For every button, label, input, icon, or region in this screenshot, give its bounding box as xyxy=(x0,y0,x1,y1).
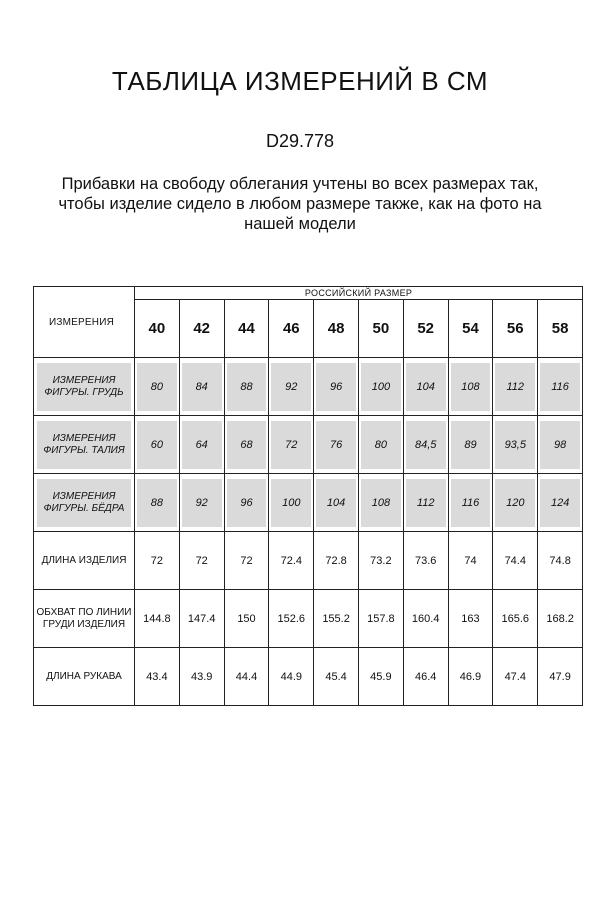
table-cell: 73.2 xyxy=(358,532,403,590)
table-cell xyxy=(493,416,538,474)
table-cell: 74 xyxy=(448,532,493,590)
table-row xyxy=(34,358,583,416)
cell-value: 100 xyxy=(271,479,311,527)
table-cell xyxy=(179,474,224,532)
table-cell xyxy=(224,416,269,474)
table-cell xyxy=(269,358,314,416)
cell-value: 60 xyxy=(137,421,177,469)
table-cell: 147.4 xyxy=(179,590,224,648)
table-cell xyxy=(135,474,180,532)
table-row xyxy=(34,590,583,648)
cell-value: 88 xyxy=(227,363,267,411)
fit-note: Прибавки на свободу облегания учтены во всех размерах так, чтобы изделие сидело в любом размере также, как на фото на нашей модели xyxy=(58,175,542,233)
table-row xyxy=(34,648,583,706)
table-cell: 73.6 xyxy=(403,532,448,590)
cell-value: 80 xyxy=(137,363,177,411)
table-cell: 43.9 xyxy=(179,648,224,706)
table-cell: 44.9 xyxy=(269,648,314,706)
cell-value: 84,5 xyxy=(406,421,446,469)
row-label xyxy=(34,416,135,474)
table-cell: 144.8 xyxy=(135,590,180,648)
table-cell xyxy=(224,474,269,532)
size-header-48: 48 xyxy=(314,300,359,358)
cell-value: 108 xyxy=(451,363,491,411)
cell-value: 120 xyxy=(495,479,535,527)
cell-value: 104 xyxy=(406,363,446,411)
table-cell xyxy=(135,358,180,416)
table-cell: 72.8 xyxy=(314,532,359,590)
size-header-46: 46 xyxy=(269,300,314,358)
table-cell xyxy=(269,416,314,474)
table-cell: 72 xyxy=(179,532,224,590)
cell-value: 100 xyxy=(361,363,401,411)
table-cell xyxy=(358,416,403,474)
cell-value: 98 xyxy=(540,421,580,469)
cell-value: 96 xyxy=(227,479,267,527)
table-cell: 160.4 xyxy=(403,590,448,648)
table-cell: 47.4 xyxy=(493,648,538,706)
table-cell xyxy=(135,416,180,474)
cell-value: 88 xyxy=(137,479,177,527)
table-cell xyxy=(403,474,448,532)
table-cell: 74.8 xyxy=(538,532,583,590)
table-cell xyxy=(358,358,403,416)
cell-value: 124 xyxy=(540,479,580,527)
table-cell: 47.9 xyxy=(538,648,583,706)
table-cell xyxy=(179,358,224,416)
cell-value: 108 xyxy=(361,479,401,527)
size-header-40: 40 xyxy=(135,300,180,358)
table-row xyxy=(34,532,583,590)
table-cell: 152.6 xyxy=(269,590,314,648)
cell-value: 72 xyxy=(271,421,311,469)
cell-value: 116 xyxy=(540,363,580,411)
row-label xyxy=(34,474,135,532)
row-label-text: ИЗМЕРЕНИЯ ФИГУРЫ. ТАЛИЯ xyxy=(37,421,131,469)
page-title: ТАБЛИЦА ИЗМЕРЕНИЙ В СМ xyxy=(111,66,489,96)
table-cell: 46.4 xyxy=(403,648,448,706)
cell-value: 93,5 xyxy=(495,421,535,469)
cell-value: 116 xyxy=(451,479,491,527)
table-cell: 45.4 xyxy=(314,648,359,706)
table-cell: 168.2 xyxy=(538,590,583,648)
cell-value: 89 xyxy=(451,421,491,469)
cell-value: 64 xyxy=(182,421,222,469)
cell-value: 92 xyxy=(271,363,311,411)
row-label-text: ИЗМЕРЕНИЯ ФИГУРЫ. БЁДРА xyxy=(37,479,131,527)
size-header-50: 50 xyxy=(358,300,403,358)
table-row xyxy=(34,474,583,532)
size-header-44: 44 xyxy=(224,300,269,358)
size-header-42: 42 xyxy=(179,300,224,358)
row-label: ДЛИНА ИЗДЕЛИЯ xyxy=(34,532,135,590)
table-cell xyxy=(493,358,538,416)
table-cell: 74.4 xyxy=(493,532,538,590)
cell-value: 112 xyxy=(495,363,535,411)
measurement-header: ИЗМЕРЕНИЯ xyxy=(34,287,135,358)
table-cell: 72.4 xyxy=(269,532,314,590)
row-label: ОБХВАТ ПО ЛИНИИ ГРУДИ ИЗДЕЛИЯ xyxy=(34,590,135,648)
table-cell xyxy=(493,474,538,532)
table-cell xyxy=(358,474,403,532)
size-table xyxy=(33,286,583,706)
cell-value: 68 xyxy=(227,421,267,469)
table-cell: 45.9 xyxy=(358,648,403,706)
table-cell xyxy=(448,358,493,416)
table-cell: 157.8 xyxy=(358,590,403,648)
table-cell xyxy=(224,358,269,416)
table-cell xyxy=(403,416,448,474)
cell-value: 84 xyxy=(182,363,222,411)
table-cell: 155.2 xyxy=(314,590,359,648)
size-header-52: 52 xyxy=(403,300,448,358)
cell-value: 80 xyxy=(361,421,401,469)
row-label xyxy=(34,358,135,416)
cell-value: 104 xyxy=(316,479,356,527)
size-header-56: 56 xyxy=(493,300,538,358)
table-cell xyxy=(314,416,359,474)
cell-value: 92 xyxy=(182,479,222,527)
size-header-54: 54 xyxy=(448,300,493,358)
table-cell xyxy=(538,358,583,416)
table-cell: 46.9 xyxy=(448,648,493,706)
table-cell xyxy=(269,474,314,532)
table-cell: 165.6 xyxy=(493,590,538,648)
article-code: D29.778 xyxy=(265,131,335,151)
table-cell xyxy=(538,474,583,532)
table-cell: 72 xyxy=(135,532,180,590)
cell-value: 76 xyxy=(316,421,356,469)
table-cell: 43.4 xyxy=(135,648,180,706)
table-cell: 44.4 xyxy=(224,648,269,706)
table-cell xyxy=(314,358,359,416)
cell-value: 96 xyxy=(316,363,356,411)
table-row xyxy=(34,416,583,474)
table-cell xyxy=(448,474,493,532)
table-cell xyxy=(179,416,224,474)
cell-value: 112 xyxy=(406,479,446,527)
row-label: ДЛИНА РУКАВА xyxy=(34,648,135,706)
table-cell xyxy=(403,358,448,416)
size-header-58: 58 xyxy=(538,300,583,358)
table-cell xyxy=(314,474,359,532)
table-cell: 72 xyxy=(224,532,269,590)
size-group-header: РОССИЙСКИЙ РАЗМЕР xyxy=(135,287,583,300)
table-cell: 150 xyxy=(224,590,269,648)
table-cell xyxy=(538,416,583,474)
table-cell xyxy=(448,416,493,474)
table-cell: 163 xyxy=(448,590,493,648)
row-label-text: ИЗМЕРЕНИЯ ФИГУРЫ. ГРУДЬ xyxy=(37,363,131,411)
